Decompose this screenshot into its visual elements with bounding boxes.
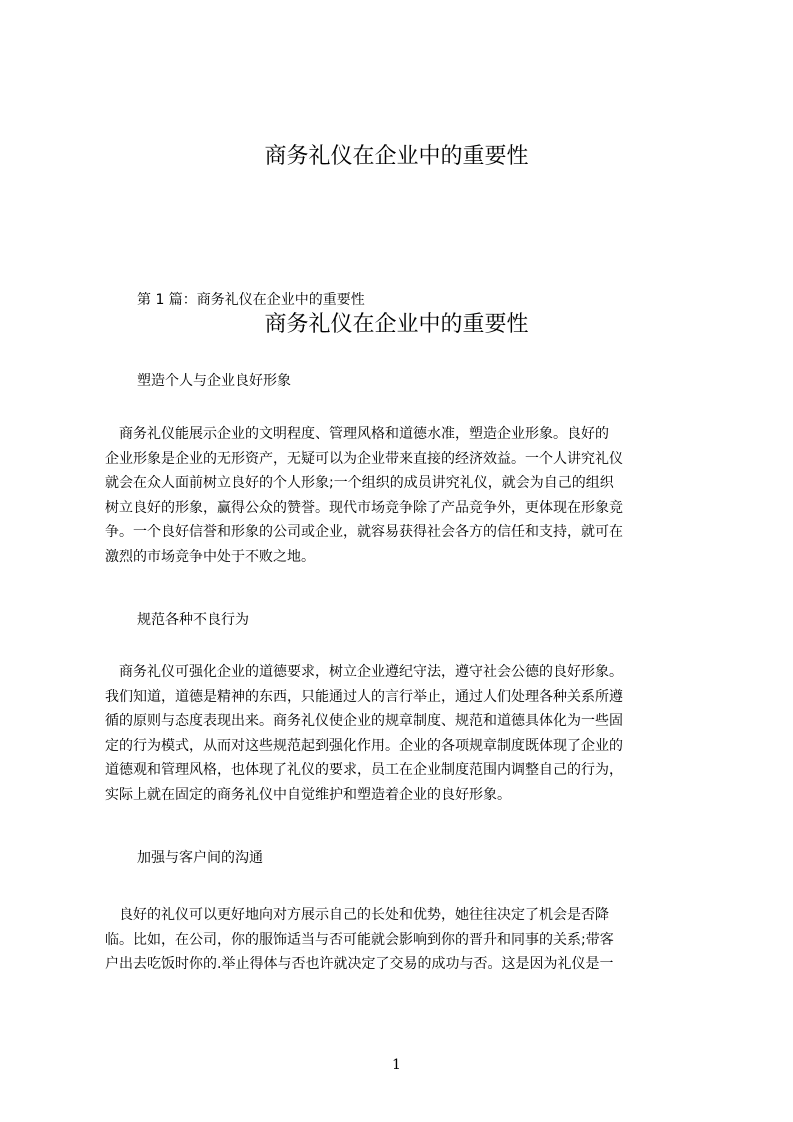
paragraph-line: 就会在众人面前树立良好的个人形象;一个组织的成员讲究礼仪，就会为自己的组织 — [105, 475, 614, 491]
page-number: 1 — [392, 1057, 401, 1073]
paragraph-line: 争。一个良好信誉和形象的公司或企业，就容易获得社会各方的信任和支持，就可在 — [105, 524, 623, 540]
paragraph-line: 临。比如，在公司，你的服饰适当与否可能就会影响到你的晋升和同事的关系;带客 — [105, 931, 614, 948]
document-title: 商务礼仪在企业中的重要性 — [264, 144, 529, 169]
paragraph-line: 企业形象是企业的无形资产，无疑可以为企业带来直接的经济效益。一个人讲究礼仪 — [105, 450, 623, 467]
paragraph-line: 道德观和管理风格，也体现了礼仪的要求，员工在企业制度范围内调整自己的行为， — [105, 762, 623, 778]
paragraph-line: 商务礼仪能展示企业的文明程度、管理风格和道德水准，塑造企业形象。良好的 — [105, 426, 609, 442]
chapter-title: 商务礼仪在企业中的重要性 — [264, 312, 529, 337]
paragraph-line: 定的行为模式，从而对这些规范起到强化作用。企业的各项规章制度既体现了企业的 — [105, 737, 623, 754]
paragraph-line: 循的原则与态度表现出来。商务礼仪使企业的规章制度、规范和道德具体化为一些固 — [105, 713, 623, 729]
section-heading-1: 塑造个人与企业良好形象 — [137, 373, 291, 389]
section-heading-2: 规范各种不良行为 — [137, 612, 249, 628]
section-heading-3: 加强与客户间的沟通 — [137, 850, 263, 866]
paragraph-line: 激烈的市场竞争中处于不败之地。 — [105, 548, 315, 565]
paragraph-line: 实际上就在固定的商务礼仪中自觉维护和塑造着企业的良好形象。 — [105, 786, 511, 803]
section-paragraph-3 — [105, 903, 699, 977]
paragraph-line: 户出去吃饭时你的.举止得体与否也许就决定了交易的成功与否。这是因为礼仪是一 — [105, 956, 614, 972]
chapter-label: 第 1 篇：商务礼仪在企业中的重要性 — [137, 292, 365, 308]
paragraph-line: 良好的礼仪可以更好地向对方展示自己的长处和优势，她往往决定了机会是否降 — [105, 907, 609, 923]
section-paragraph-2 — [105, 660, 699, 807]
paragraph-line: 商务礼仪可强化企业的道德要求，树立企业遵纪守法，遵守社会公德的良好形象。 — [105, 664, 623, 680]
section-paragraph-1 — [105, 422, 699, 569]
paragraph-line: 我们知道，道德是精神的东西，只能通过人的言行举止，通过人们处理各种关系所遵 — [105, 688, 623, 705]
paragraph-line: 树立良好的形象，赢得公众的赞誉。现代市场竞争除了产品竞争外，更体现在形象竞 — [105, 499, 623, 516]
